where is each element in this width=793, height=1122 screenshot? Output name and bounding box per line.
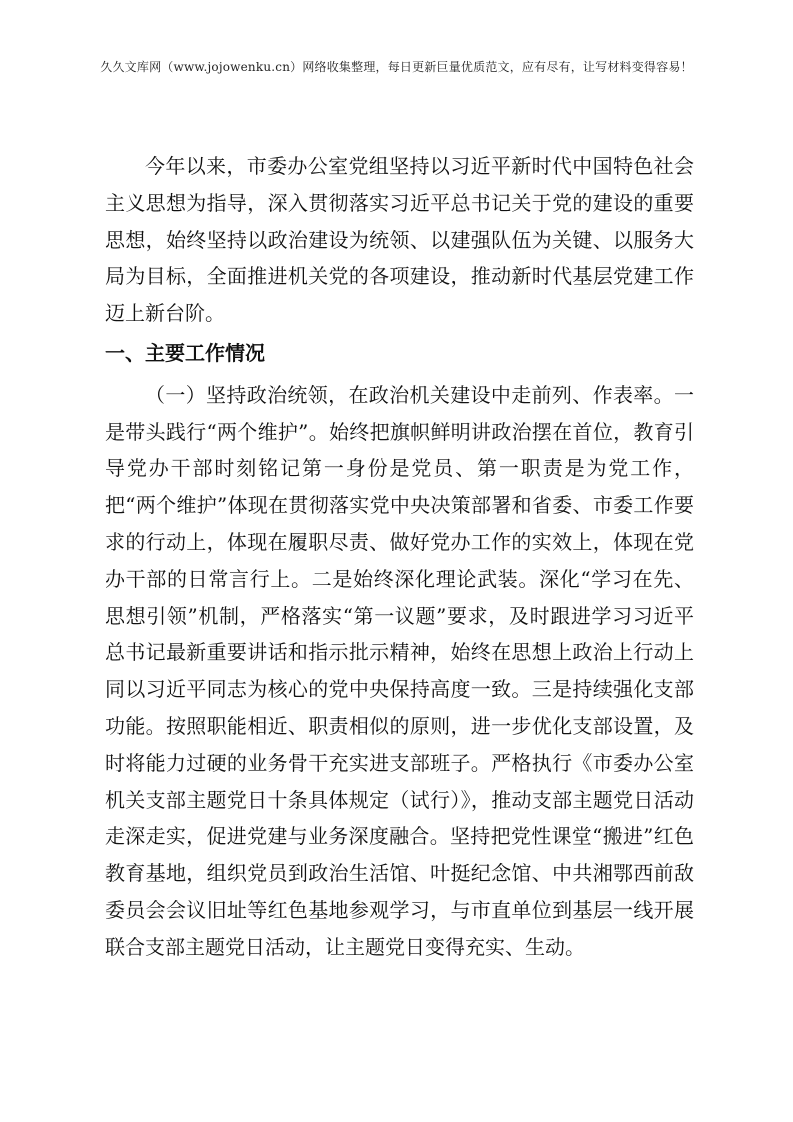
header-watermark-text: 久久文库网（www.jojowenku.cn）网络收集整理，每日更新巨量优质范文，应有尽有，让写材料变得容易！ [100, 60, 693, 74]
document-body [105, 148, 694, 966]
section-1-paragraph: （一）坚持政治统领，在政治机关建设中走前列、作表率。一是带头践行“两个维护”。始终把旗帜鲜明讲政治摆在首位，教育引导党办干部时刻铭记第一身份是党员、第一职责是为党工作，把“两个维护”体现在贯彻落实党中央决策部署和省委、市委工作要求的行动上，体现在履职尽责、做好党办工作的实效上，体现在党办干部的日常言行上。二是始终深化理论武装。深化“学习在先、思想引领”机制，严格落实“第一议题”要求，及时跟进学习习近平总书记最新重要讲话和指示批示精神，始终在思想上政治上行动上同以习近平同志为核心的党中央保持高度一致。三是持续强化支部功能。按照职能相近、职责相似的原则，进一步优化支部设置，及时将能力过硬的业务骨干充实进支部班子。严格执行《市委办公室机关支部主题党日十条具体规定（试行）》，推动支部主题党日活动走深走实，促进党建与业务深度融合。坚持把党性课堂“搬进”红色教育基地，组织党员到政治生活馆、叶挺纪念馆、中共湘鄂西前敌委员会会议旧址等红色基地参观学习，与市直单位到基层一线开展联合支部主题党日活动，让主题党日变得充实、生动。 [105, 382, 694, 959]
section-heading: 一、主要工作情况 [105, 340, 265, 365]
intro-paragraph: 今年以来，市委办公室党组坚持以习近平新时代中国特色社会主义思想为指导，深入贯彻落实习近平总书记关于党的建设的重要思想，始终坚持以政治建设为统领、以建强队伍为关键、以服务大局为目标，全面推进机关党的各项建设，推动新时代基层党建工作迈上新台阶。 [105, 154, 694, 326]
